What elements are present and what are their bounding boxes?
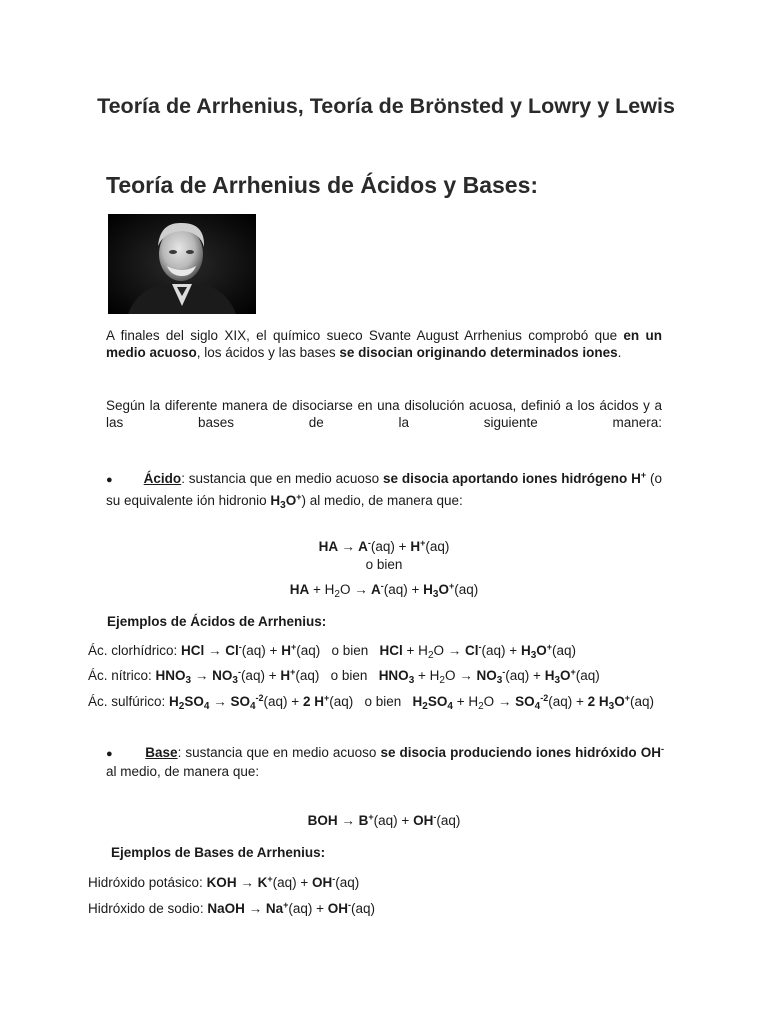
base-term: Base	[145, 745, 178, 760]
intro-paragraph: A finales del siglo XIX, el químico sueco Svante August Arrhenius comprobó que en un medio acuoso, los ácidos y las bases se disocian originando determinados iones.	[106, 328, 662, 360]
base-definition: ● Base: sustancia que en medio acuoso se disocia produciendo iones hidróxido OH- al medio, de manera que:	[106, 744, 664, 779]
arrhenius-portrait	[108, 214, 256, 314]
acid-example-hcl: Ác. clorhídrico: HCl → Cl-(aq) + H+(aq) o bien HCl + $H_2O \to Cl^-(aq) + H_3O^+(aq)$	[88, 642, 577, 661]
base-example-koh: Hidróxido potásico: KOH → K+(aq) + OH-(aq)	[88, 874, 360, 890]
bullet-icon: ●	[106, 474, 113, 486]
acid-definition: ● Ácido: sustancia que en medio acuoso se disocia aportando iones hidrógeno H+ (o su equivalente ión hidronio $H_3O^+$) al medio, de manera que:	[106, 470, 662, 511]
acid-equation-hydronium: HA + $H_2O \to A^-(aq) + H_3O^+(aq)$	[289, 581, 479, 600]
acid-term: Ácido	[143, 471, 182, 486]
base-example-naoh: Hidróxido de sodio: NaOH → Na+(aq) + OH-(aq)	[88, 900, 376, 916]
acid-examples-heading: Ejemplos de Ácidos de Arrhenius:	[107, 614, 327, 629]
section-heading: Teoría de Arrhenius de Ácidos y Bases:	[106, 172, 539, 198]
base-examples-heading: Ejemplos de Bases de Arrhenius:	[111, 845, 326, 860]
bullet-icon: ●	[106, 748, 113, 760]
document-title: Teoría de Arrhenius, Teoría de Brönsted y Lowry y Lewis	[97, 94, 675, 118]
definition-paragraph: Según la diferente manera de disociarse en una disolución acuosa, definió a los ácidos y a las bases de la siguiente manera:	[106, 398, 662, 430]
acid-equation: HA → A-(aq) + H+(aq)	[318, 538, 450, 554]
acid-example-h2so4: Ác. sulfúrico: $H_2SO_4 \to SO_4^{-2}(aq) + 2$ H+(aq) o bien $H_2SO_4 + H_2O \to SO_4^{-2}(aq) + 2$ $H_3O^+(aq)$	[88, 693, 655, 712]
base-equation: BOH → B+(aq) + OH-(aq)	[307, 812, 461, 828]
acid-example-hno3: Ác. nítrico: $HNO_3 \to NO_3^-(aq) + H^+(aq)$ o bien $HNO_3 + H_2O \to NO_3^-(aq) + H_3O^+(aq)$	[88, 667, 600, 686]
acid-equation-obien: o bien	[365, 557, 403, 572]
